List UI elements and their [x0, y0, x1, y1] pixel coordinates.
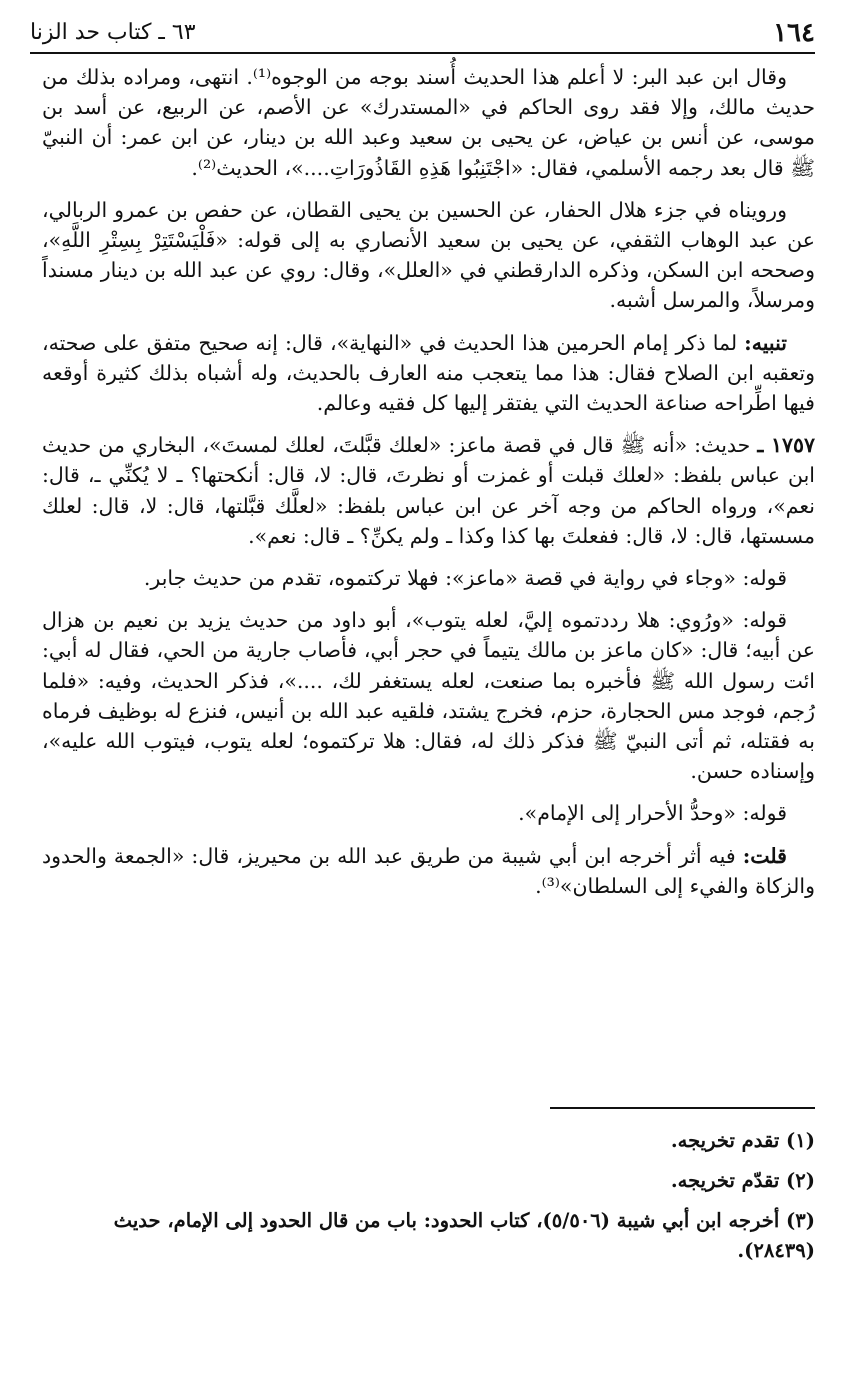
paragraph-text: لما ذكر إمام الحرمين هذا الحديث في «النهاية»، قال: إنه صحيح متفق على صحته، وتعقبه ابن الصلاح فقال: هذا مما يتعجب منه العارف بالحديث، وله أشباه بذلك كثيرة أوقعه فيها اطِّراحه صناعة الحديث التي يفتقر إليها كل فقيه وعالم.: [42, 330, 815, 416]
main-text: [42, 62, 815, 913]
paragraph: [42, 328, 815, 419]
paragraph-text: قوله: «ورُوي: هلا رددتموه إليَّ، لعله يتوب»، أبو داود من حديث يزيد بن نعيم بن هزال عن أبيه؛ قال: «كان ماعز بن مالك يتيماً في حجر أبي، فأصاب جارية من الحي، فقال له أبي: ائت رسول الله ﷺ فأخبره بما صنعت، لعله يستغفر لك، ....»، فذكر الحديث، وفيه: «فلما رُجم، فوجد مس الحجارة، حزم، فخرج يشتد، فلقيه عبد الله بن أنيس، فنزع له بوظيف فرماه به فقتله، ثم أتى النبيّ ﷺ فذكر ذلك له، فقال: هلا تركتموه؛ لعله يتوب، فيتوب الله عليه»، وإسناده حسن.: [42, 608, 815, 784]
footnotes: [42, 1126, 815, 1276]
page-header: [30, 18, 815, 52]
paragraph-text: قوله: «وحدُّ الأحرار إلى الإمام».: [518, 801, 787, 826]
paragraph: [42, 798, 815, 828]
paragraph-text: فيه أثر أخرجه ابن أبي شيبة من طريق عبد الله بن محيريز، قال: «الجمعة والحدود والزكاة والفيء إلى السلطان»⁽³⁾.: [42, 843, 815, 898]
running-title: ٦٣ ـ كتاب حد الزنا: [30, 20, 196, 45]
paragraph: [42, 841, 815, 901]
paragraph: [42, 195, 815, 316]
page-number: ١٦٤: [773, 18, 815, 48]
paragraph: [42, 605, 815, 786]
footnote: (٣) أخرجه ابن أبي شيبة (٥/٥٠٦)، كتاب الحدود: باب من قال الحدود إلى الإمام، حديث (٢٨٤٣٩).: [113, 1209, 815, 1262]
paragraph-lead: قلت:: [742, 843, 787, 868]
footnote-divider: [550, 1107, 815, 1109]
paragraph-text: قوله: «وجاء في رواية في قصة «ماعز»: فهلا تركتموه، تقدم من حديث جابر.: [143, 566, 787, 591]
paragraph-text: حديث: «أنه ﷺ قال في قصة ماعز: «لعلك قبَّلتَ، لعلك لمستَ»، البخاري من حديث ابن عباس بلفظ: «لعلك قبلت أو غمزت أو نظرتَ، قال: لا، قال: أنكحتها؟ ـ لا يُكنِّي ـ، قال: نعم»، ورواه الحاكم من وجه آخر عن ابن عباس بلفظ: «لعلَّك قبَّلتها، قال: لا، قال: لعلك مسستها، قال: لا، قال: ففعلتَ بها كذا وكذا ـ ولم يكنِّ؟ ـ قال: نعم».: [42, 433, 815, 548]
header-divider: [30, 52, 815, 54]
paragraph-text: ورويناه في جزء هلال الحفار، عن الحسين بن يحيى القطان، عن حفص بن عمرو الربالي، عن عبد الوهاب الثقفي، عن يحيى بن سعيد الأنصاري به إلى قوله: «فَلْيَسْتَتِرْ بِسِتْرِ اللَّهِ»، وصححه ابن السكن، وذكره الدارقطني في «العلل»، وقال: روي عن عبد الله بن دينار مسنداً ومرسلاً، والمرسل أشبه.: [42, 197, 815, 313]
paragraph: [42, 563, 815, 593]
footnote: (١) تقدم تخريجه.: [670, 1129, 815, 1152]
paragraph: [42, 62, 815, 183]
paragraph-lead: تنبيه:: [744, 330, 787, 355]
footnote: (٢) تقدّم تخريجه.: [670, 1169, 815, 1192]
hadith-entry: [42, 430, 815, 551]
paragraph-text: وقال ابن عبد البر: لا أعلم هذا الحديث أُسند بوجه من الوجوه⁽¹⁾. انتهى، ومراده بذلك من حديث مالك، وإلا فقد روى الحاكم في «المستدرك» عن الأصم، عن الربيع، عن أسد بن موسى، عن أنس بن عياض، عن يحيى بن سعيد وعبد الله بن دينار، عن ابن عمر: أن النبيّ ﷺ قال بعد رجمه الأسلمي، فقال: «اجْتَنِبُوا هَذِهِ القَاذُورَاتِ....»، الحديث⁽²⁾.: [42, 65, 815, 180]
hadith-number: ١٧٥٧ ـ: [757, 433, 815, 458]
